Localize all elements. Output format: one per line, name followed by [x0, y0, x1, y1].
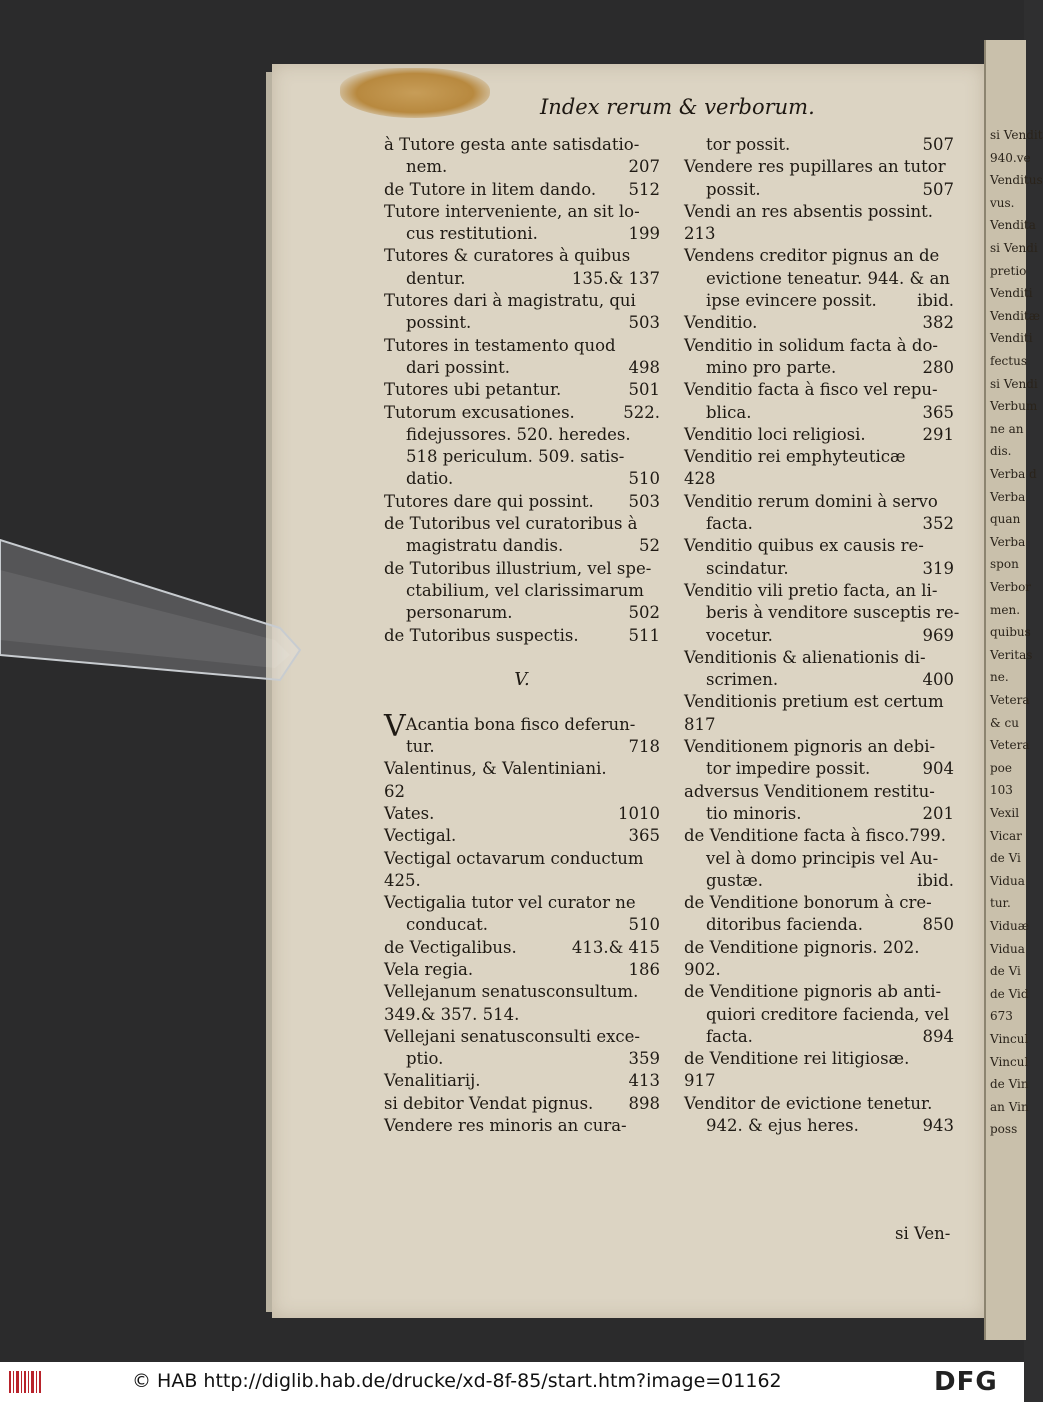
index-entry-line [384, 892, 660, 914]
adjacent-page-text: poe [990, 760, 1013, 775]
index-entry-line [684, 201, 954, 223]
entry-text: Venditio in solidum facta à do- [684, 335, 938, 355]
page-reference: 352 [922, 514, 954, 534]
entry-text: dentur. [406, 268, 466, 288]
entry-text: Tutores dare qui possint. [384, 491, 594, 511]
page-pointer-tool [0, 540, 300, 690]
page-reference: 1010 [618, 803, 660, 823]
entry-text: 213 [684, 224, 716, 244]
entry-text: de Tutoribus suspectis. [384, 625, 579, 645]
index-entry-line [384, 379, 660, 401]
entry-text: Venditio rerum domini à servo [684, 491, 938, 511]
entry-text: 425. [384, 870, 421, 890]
entry-text: Valentinus, & Valentiniani. [384, 759, 607, 779]
entry-text: 817 [684, 714, 716, 734]
footer-bar [0, 1362, 1024, 1402]
page-reference: 280 [922, 357, 954, 377]
entry-text: tor possit. [706, 135, 791, 154]
entry-text: 428 [684, 469, 716, 489]
index-entry-line [384, 134, 660, 156]
adjacent-page-text: si Vendi [990, 241, 1038, 255]
page-reference: 291 [922, 424, 954, 444]
entry-text: blica. [706, 402, 752, 422]
index-entry-line [684, 134, 954, 156]
adjacent-page-text: Verba [990, 489, 1026, 504]
entry-text: Venditio. [684, 313, 758, 333]
page-reference: ibid. [917, 870, 954, 890]
adjacent-page-text: poss [990, 1122, 1018, 1137]
index-entry-line [684, 625, 954, 647]
adjacent-page-text: Verba [990, 534, 1026, 549]
index-column-left [384, 134, 660, 1137]
page-reference: 510 [628, 915, 660, 935]
entry-text: 917 [684, 1071, 716, 1091]
entry-text: 518 periculum. 509. satis- [406, 447, 625, 467]
index-entry-line [384, 1026, 660, 1048]
page-reference: 199 [628, 224, 660, 244]
page-reference: 502 [628, 603, 660, 623]
page-reference: 400 [922, 670, 954, 690]
adjacent-page-text: Verba d [990, 467, 1037, 481]
dfg-logo: DFG [934, 1367, 998, 1397]
entry-text: quiori creditore facienda, vel [706, 1004, 950, 1024]
entry-text: 942. & ejus heres. [706, 1116, 859, 1136]
entry-text: Vendere res minoris an cura- [384, 1116, 627, 1136]
running-head: Index rerum & verborum. [540, 95, 815, 119]
index-entry-line [384, 156, 660, 178]
entry-text: evictione teneatur. 944. & an [706, 268, 950, 288]
adjacent-page-text: quan [990, 512, 1021, 527]
page-reference: 413 [628, 1071, 660, 1091]
index-entry-line [384, 914, 660, 936]
index-entry-line [384, 580, 660, 602]
index-entry-line [384, 781, 660, 803]
section-heading [384, 669, 660, 691]
index-entry-line [384, 625, 660, 647]
index-entry-line [684, 758, 954, 780]
entry-text: nem. [406, 157, 448, 177]
water-stain [340, 68, 490, 118]
index-entry-line [684, 424, 954, 446]
index-entry-line [684, 1026, 954, 1048]
page-reference: ibid. [917, 291, 954, 311]
entry-text: si debitor Vendat pignus. [384, 1093, 594, 1113]
index-entry-line [684, 981, 954, 1003]
index-entry-line [684, 714, 954, 736]
entry-text [384, 708, 636, 744]
page-reference: 413.& 415 [571, 937, 660, 957]
adjacent-page-text: Vidua [990, 941, 1025, 956]
footer-url-text[interactable]: © HAB http://diglib.hab.de/drucke/xd-8f-85/start.htm?image=01162 [132, 1370, 782, 1392]
entry-text: Venditio facta à fisco vel repu- [684, 380, 938, 400]
entry-text: conducat. [406, 915, 488, 935]
entry-text: tio minoris. [706, 803, 802, 823]
index-entry-line [684, 937, 954, 959]
page-reference: 186 [628, 959, 660, 979]
adjacent-page-text: Venditæ [990, 308, 1041, 323]
adjacent-page-text: de Vin [990, 1077, 1029, 1092]
entry-text: Venditio quibus ex causis re- [684, 536, 924, 556]
index-entry-line [384, 602, 660, 624]
index-entry-line [384, 424, 660, 446]
entry-text: Vectigalia tutor vel curator ne [384, 893, 636, 913]
entry-text: personarum. [406, 603, 513, 623]
entry-text: vel à domo principis vel Au- [706, 848, 939, 868]
adjacent-page-text: ne an [990, 421, 1024, 436]
entry-text: Vates. [384, 803, 435, 823]
adjacent-page-text: de Vid [990, 986, 1029, 1001]
page-reference: 718 [628, 737, 660, 757]
page-reference: 319 [922, 558, 954, 578]
index-entry-line [384, 513, 660, 535]
catchword: si Ven- [895, 1224, 951, 1243]
adjacent-page-text: dis. [990, 444, 1012, 459]
entry-text: Vendens creditor pignus an de [684, 246, 940, 266]
index-entry-line [684, 245, 954, 267]
adjacent-page-text: Vendita [990, 218, 1036, 233]
entry-text: de Venditione pignoris ab anti- [684, 982, 942, 1002]
page-reference: 201 [922, 803, 954, 823]
entry-text: Vendere res pupillares an tutor [684, 157, 946, 177]
index-entry-line [384, 691, 660, 713]
entry-text: datio. [406, 469, 454, 489]
adjacent-page-text: Venditus [990, 173, 1043, 188]
index-entry-line [684, 1070, 954, 1092]
entry-text: mino pro parte. [706, 357, 837, 377]
adjacent-page-text: 103 [990, 783, 1013, 798]
index-entry-line [684, 535, 954, 557]
page-reference: 969 [922, 625, 954, 645]
index-entry-line [684, 914, 954, 936]
adjacent-page-text: 673 [990, 1009, 1013, 1024]
adjacent-page-text: si Vendi [990, 376, 1038, 391]
page-reference: 501 [628, 380, 660, 400]
index-entry-line [384, 402, 660, 424]
page-reference: 135.& 137 [571, 268, 660, 288]
index-entry-line [384, 1093, 660, 1115]
entry-text: ipse evincere possit. [706, 291, 877, 311]
index-entry-line [684, 179, 954, 201]
index-entry-line [384, 290, 660, 312]
entry-text: Tutores in testamento quod [384, 335, 616, 355]
entry-text: de Vectigalibus. [384, 937, 517, 957]
entry-text: scindatur. [706, 558, 789, 578]
entry-text: dari possint. [406, 357, 511, 377]
entry-text: 62 [384, 781, 405, 801]
entry-text: tor impedire possit. [706, 759, 871, 779]
adjacent-page-text: ne. [990, 670, 1009, 685]
adjacent-page-text: de Vi [990, 964, 1021, 979]
index-column-right [684, 134, 960, 1137]
entry-text: magistratu dandis. [406, 536, 564, 556]
entry-text: de Venditione pignoris. 202. [684, 937, 920, 957]
entry-text: Venditor de evictione tenetur. [684, 1093, 933, 1113]
entry-text: Vellejanum senatusconsultum. [384, 982, 639, 1002]
index-entry-line [384, 446, 660, 468]
index-entry-line [684, 156, 954, 178]
index-entry-line [384, 803, 660, 825]
index-entry-line [684, 1093, 954, 1115]
entry-text: possint. [406, 313, 472, 333]
page-reference: 365 [628, 826, 660, 846]
adjacent-page-fragment [984, 40, 1043, 1340]
entry-text: Tutorum excusationes. [384, 402, 575, 422]
index-entry-line [684, 781, 954, 803]
index-entry-line [684, 870, 954, 892]
index-entry-line [684, 959, 954, 981]
index-entry-line [684, 1004, 954, 1026]
entry-text: à Tutore gesta ante satisdatio- [384, 135, 640, 154]
index-entry-line [384, 1115, 660, 1137]
index-entry-line [384, 825, 660, 847]
index-entry-line [384, 848, 660, 870]
index-entry-line [684, 647, 954, 669]
entry-text: possit. [706, 179, 761, 199]
entry-text: Tutores dari à magistratu, qui [384, 291, 636, 311]
entry-text: Venditio rei emphyteuticæ [684, 447, 906, 467]
entry-text: de Tutoribus vel curatoribus à [384, 514, 638, 534]
index-entry-line [684, 1048, 954, 1070]
entry-text: 349.& 357. 514. [384, 1004, 520, 1024]
index-entry-line [384, 201, 660, 223]
index-entry-line [384, 558, 660, 580]
adjacent-page-text: Vexil [990, 806, 1020, 820]
index-entry-line [684, 379, 954, 401]
index-entry-line [384, 1070, 660, 1092]
index-entry-line [384, 1004, 660, 1026]
entry-text: fidejussores. 520. heredes. [406, 424, 631, 444]
index-entry-line [684, 357, 954, 379]
entry-text: Vellejani senatusconsulti exce- [384, 1026, 640, 1046]
index-entry-line [684, 580, 954, 602]
index-entry-line [684, 268, 954, 290]
page-reference: 511 [628, 625, 660, 645]
entry-text: Venditionis & alienationis di- [684, 647, 926, 667]
entry-text: Tutore interveniente, an sit lo- [384, 201, 640, 221]
entry-text: Vendi an res absentis possint. [684, 201, 934, 221]
entry-text: de Venditione facta à fisco.799. [684, 826, 947, 846]
index-entry-line [684, 513, 954, 535]
adjacent-page-text: 940.ve [990, 150, 1031, 165]
entry-text: beris à venditore susceptis re- [706, 603, 960, 623]
entry-text: tur. [406, 737, 435, 757]
page-reference: 207 [628, 157, 660, 177]
adjacent-page-text: men. [990, 602, 1021, 617]
index-entry-line [384, 647, 660, 669]
index-entry-line [684, 558, 954, 580]
index-entry-line [684, 402, 954, 424]
page-reference: 522. [623, 402, 660, 422]
barcode-icon [8, 1369, 42, 1395]
adjacent-page-text: si Vendit [990, 128, 1043, 142]
entry-text: scrimen. [706, 670, 779, 690]
page-reference: 512 [628, 179, 660, 199]
entry-text: gustæ. [706, 870, 764, 890]
index-entry-line [384, 535, 660, 557]
adjacent-page-text: Veritas [990, 647, 1033, 662]
entry-text: ptio. [406, 1049, 444, 1069]
entry-text: Venditio vili pretio facta, an li- [684, 580, 938, 600]
index-entry-line [684, 491, 954, 513]
entry-text: facta. [706, 514, 753, 534]
page-reference: 365 [922, 402, 954, 422]
adjacent-page-text: Vicar [990, 828, 1022, 843]
index-entry-line [384, 870, 660, 892]
page-reference: 943 [922, 1116, 954, 1136]
index-entry-line [384, 758, 660, 780]
index-entry-line [384, 312, 660, 334]
index-entry-line [384, 708, 660, 744]
page-reference: 52 [639, 536, 660, 556]
adjacent-page-text: Viduæ [990, 919, 1029, 933]
index-entry-line [384, 1048, 660, 1070]
adjacent-page-text: Vincul [990, 1032, 1029, 1046]
index-entry-line [384, 268, 660, 290]
page-reference: 503 [628, 313, 660, 333]
index-entry-line [684, 312, 954, 334]
entry-text: Vectigal. [384, 826, 457, 846]
entry-text: Venalitiarij. [384, 1071, 481, 1091]
index-entry-line [384, 736, 660, 758]
index-entry-line [684, 335, 954, 357]
index-entry-line [684, 803, 954, 825]
entry-text: 902. [684, 959, 721, 979]
adjacent-page-text: pretio [990, 263, 1027, 278]
adjacent-page-text: Vincul [990, 1054, 1029, 1069]
page-reference: 894 [922, 1026, 954, 1046]
page-reference: 898 [628, 1093, 660, 1113]
entry-text: de Tutoribus illustrium, vel spe- [384, 558, 652, 578]
entry-text: de Tutore in litem dando. [384, 179, 597, 199]
index-entry-line [384, 335, 660, 357]
index-entry-line [684, 446, 954, 468]
entry-text: Tutores & curatores à quibus [384, 246, 631, 266]
index-entry-line [384, 959, 660, 981]
index-entry-line [384, 223, 660, 245]
entry-text: adversus Venditionem restitu- [684, 781, 935, 801]
index-entry-line [684, 290, 954, 312]
entry-text: Vela regia. [384, 959, 474, 979]
entry-text: V. [514, 669, 530, 691]
adjacent-page-text: fectus [990, 354, 1027, 368]
adjacent-page-text: de Vi [990, 851, 1021, 866]
entry-text: Venditionem pignoris an debi- [684, 737, 936, 757]
index-entry-line [684, 223, 954, 245]
entry-text: facta. [706, 1026, 753, 1046]
adjacent-page-text: an Vin [990, 1099, 1029, 1114]
index-entry-line [684, 825, 954, 847]
entry-text: cus restitutioni. [406, 224, 538, 244]
entry-text: Venditio loci religiosi. [684, 424, 866, 444]
adjacent-page-text: Vetera [990, 693, 1030, 707]
index-entry-line [384, 981, 660, 1003]
page-reference: 850 [922, 915, 954, 935]
entry-text: de Venditione rei litigiosæ. [684, 1049, 910, 1069]
index-entry-line [384, 468, 660, 490]
index-entry-line [684, 892, 954, 914]
entry-text: de Venditione bonorum à cre- [684, 893, 932, 913]
adjacent-page-text: Verbor [990, 580, 1032, 594]
page-reference: 382 [922, 313, 954, 333]
adjacent-page-text: Venditi [990, 331, 1033, 346]
index-entry-line [684, 736, 954, 758]
adjacent-page-text: Verbum [990, 399, 1038, 414]
page-reference: 507 [922, 179, 954, 199]
entry-text: Vectigal octavarum conductum [384, 848, 644, 868]
page-reference: 359 [628, 1049, 660, 1069]
adjacent-page-text: tur. [990, 896, 1011, 911]
index-entry-line [684, 691, 954, 713]
adjacent-page-text: Vidua [990, 873, 1025, 888]
index-entry-line [384, 245, 660, 267]
page-reference: 503 [628, 491, 660, 511]
page-reference: 510 [628, 469, 660, 489]
index-entry-line [384, 491, 660, 513]
index-entry-line [684, 848, 954, 870]
page-reference: 507 [922, 135, 954, 154]
adjacent-page-text: spon [990, 557, 1019, 572]
index-entry-line [684, 669, 954, 691]
entry-text-rest: Acantia bona fisco deferun- [405, 714, 636, 734]
entry-text: ctabilium, vel clarissimarum [406, 580, 644, 600]
entry-text: Venditionis pretium est certum [684, 692, 944, 712]
adjacent-page-text: vus. [990, 195, 1015, 210]
index-entry-line [384, 179, 660, 201]
index-entry-line [384, 937, 660, 959]
entry-text: vocetur. [706, 625, 773, 645]
adjacent-page-text: Venditi [990, 286, 1033, 301]
index-entry-line [384, 357, 660, 379]
adjacent-page-text: quibus [990, 625, 1031, 640]
index-entry-line [684, 1115, 954, 1137]
adjacent-page-text: Vetera [990, 738, 1030, 753]
entry-text: ditoribus facienda. [706, 915, 863, 935]
page-reference: 498 [628, 357, 660, 377]
index-entry-line [684, 602, 960, 624]
initial-letter: V [384, 708, 406, 744]
entry-text: Tutores ubi petantur. [384, 380, 562, 400]
index-entry-line [684, 468, 954, 490]
page-reference: 904 [922, 759, 954, 779]
adjacent-page-text: & cu [990, 715, 1019, 730]
